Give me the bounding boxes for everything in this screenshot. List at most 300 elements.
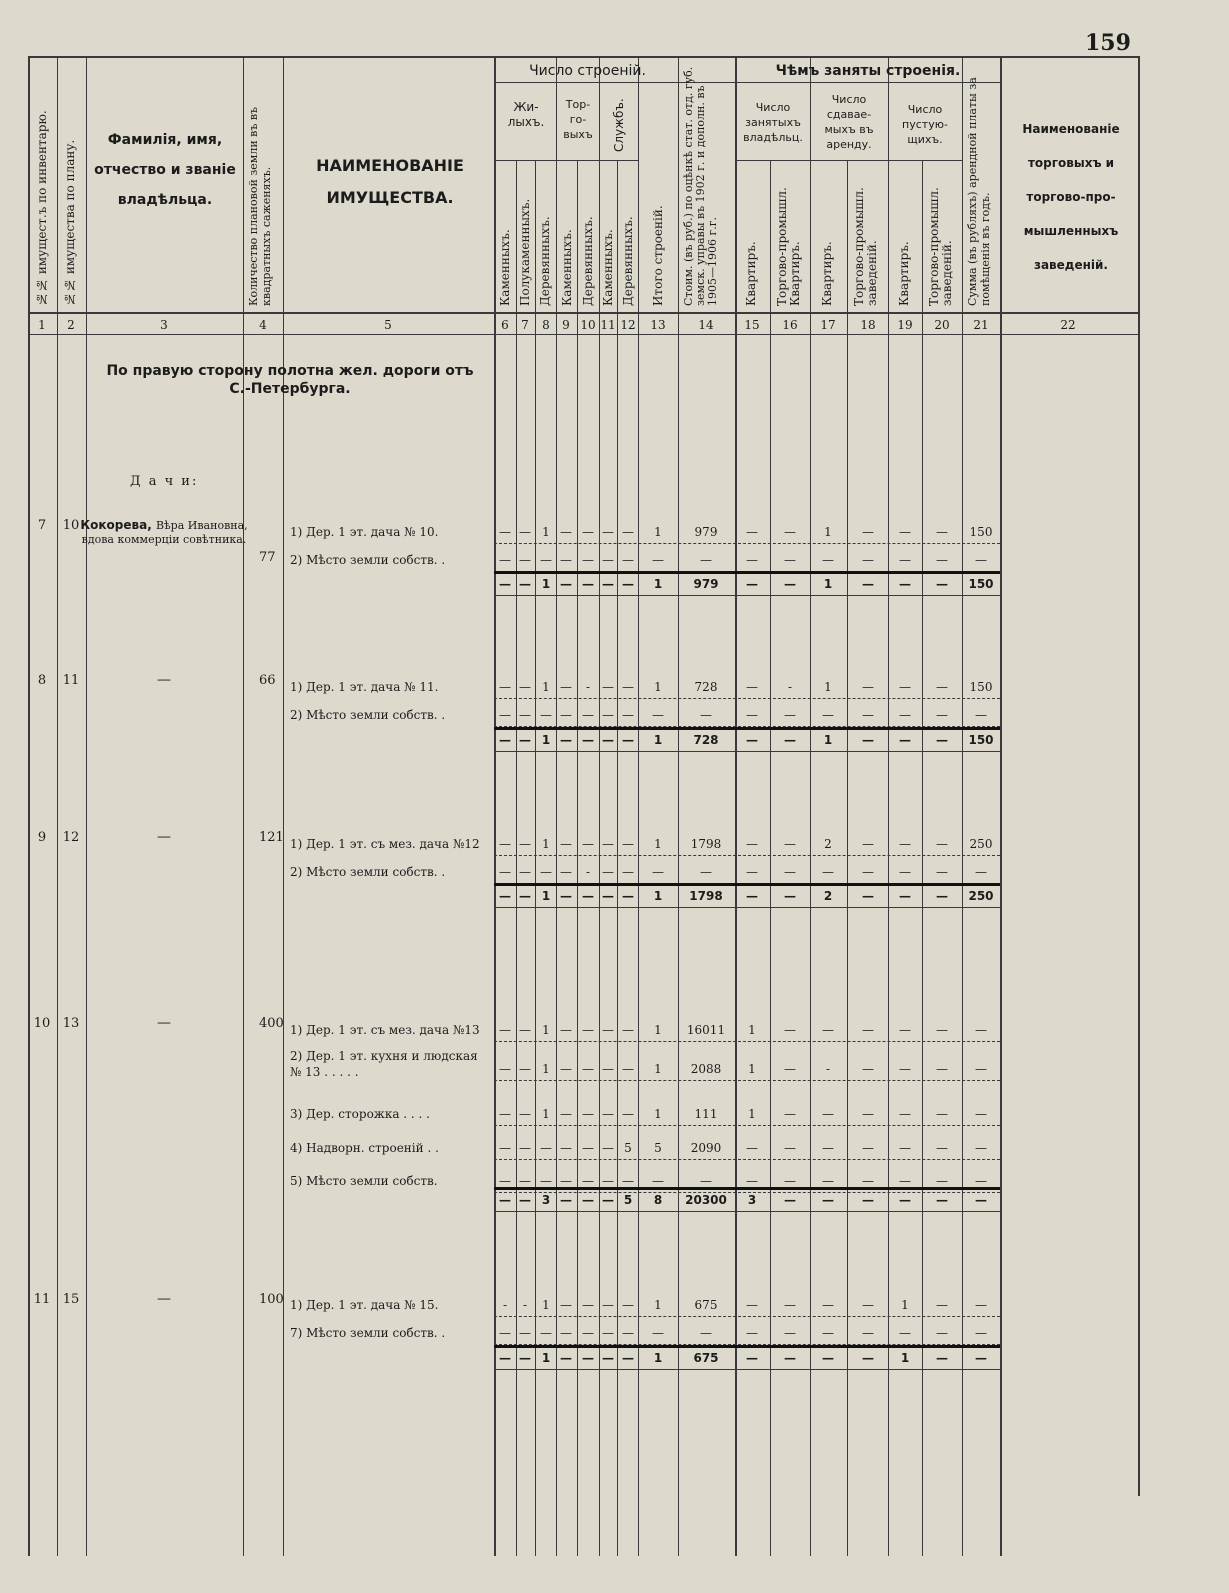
cell-col-15: — xyxy=(746,1174,758,1188)
cell-col-19: — xyxy=(899,553,911,567)
cell-col-17: — xyxy=(822,1326,834,1340)
cell-col-16: — xyxy=(784,1023,796,1037)
property-item: 2) Мѣсто земли собств. . xyxy=(290,708,446,722)
total-col-18: — xyxy=(862,1351,874,1365)
total-col-10: — xyxy=(582,1351,594,1365)
header-apartments-15: Квартиръ. xyxy=(744,241,758,306)
total-col-12: — xyxy=(622,733,634,747)
cell-col-16: — xyxy=(784,865,796,879)
cell-col-11: — xyxy=(602,865,614,879)
total-col-21: — xyxy=(975,1193,987,1207)
inv-number: 10 xyxy=(33,1016,51,1031)
cell-col-10: — xyxy=(582,1326,594,1340)
column-number-1: 1 xyxy=(38,318,46,332)
cell-col-16: — xyxy=(784,1298,796,1312)
cell-col-10: — xyxy=(582,525,594,539)
cell-col-11: — xyxy=(602,1298,614,1312)
cell-col-12: — xyxy=(622,865,634,879)
cell-col-10: — xyxy=(582,1062,594,1076)
total-col-7: — xyxy=(519,889,531,903)
cell-col-13: 1 xyxy=(654,837,662,851)
cell-col-18: — xyxy=(862,1141,874,1155)
total-col-8: 3 xyxy=(541,1193,551,1207)
total-col-11: — xyxy=(602,889,614,903)
cell-col-15: — xyxy=(746,1326,758,1340)
cell-col-16: — xyxy=(784,837,796,851)
cell-col-14: 111 xyxy=(694,1107,718,1121)
cell-col-18: — xyxy=(862,1326,874,1340)
column-number-2: 2 xyxy=(67,318,75,332)
cell-col-19: — xyxy=(899,680,911,694)
total-col-17: 1 xyxy=(823,577,833,591)
column-number-13: 13 xyxy=(650,318,666,332)
cell-col-20: — xyxy=(936,1023,948,1037)
cell-col-17: — xyxy=(822,1141,834,1155)
item-rule xyxy=(494,698,1000,699)
cell-col-9: — xyxy=(560,1023,572,1037)
cell-col-7: — xyxy=(519,525,531,539)
cell-col-15: — xyxy=(746,1141,758,1155)
table-left-rule xyxy=(28,56,30,1556)
cell-col-17: - xyxy=(825,1062,831,1076)
cell-col-7: — xyxy=(519,1174,531,1188)
land-area-value: 400 xyxy=(259,1016,284,1031)
cell-col-21: 250 xyxy=(969,837,993,851)
cell-col-14: — xyxy=(700,1174,712,1188)
total-col-6: — xyxy=(499,733,511,747)
cell-col-17: 2 xyxy=(824,837,832,851)
header-trading: Тор-го-выхъ xyxy=(563,98,593,141)
owner-name xyxy=(80,1292,248,1307)
total-col-11: — xyxy=(602,577,614,591)
header-stone: Каменныхъ. xyxy=(498,229,512,306)
total-col-15: — xyxy=(746,889,758,903)
cell-col-8: 1 xyxy=(542,680,550,694)
cell-col-17: 1 xyxy=(824,680,832,694)
cell-col-17: 1 xyxy=(824,525,832,539)
total-col-12: — xyxy=(622,1351,634,1365)
cell-col-18: — xyxy=(862,837,874,851)
cell-col-15: — xyxy=(746,525,758,539)
cell-col-12: — xyxy=(622,1174,634,1188)
header-trade-apts-16: Торгово-промышл. Квартиръ. xyxy=(775,187,802,306)
cell-col-20: — xyxy=(936,1174,948,1188)
cell-col-12: — xyxy=(622,525,634,539)
header-residential: Жи-лыхъ. xyxy=(507,100,545,129)
cell-col-14: 728 xyxy=(694,680,718,694)
cell-col-19: — xyxy=(899,1174,911,1188)
cell-col-12: — xyxy=(622,1107,634,1121)
table-right-rule xyxy=(1138,56,1140,1496)
cell-col-20: — xyxy=(936,525,948,539)
cell-col-7: — xyxy=(519,1141,531,1155)
total-col-18: — xyxy=(862,889,874,903)
total-col-11: — xyxy=(602,1351,614,1365)
total-col-11: — xyxy=(602,1193,614,1207)
header-apartments-19: Квартиръ. xyxy=(897,241,911,306)
cell-col-14: — xyxy=(700,708,712,722)
cell-col-9: — xyxy=(560,865,572,879)
cell-col-19: — xyxy=(899,837,911,851)
table-top-rule xyxy=(28,56,1138,58)
total-rule xyxy=(494,1345,1000,1348)
header-cost: Стоим. (въ руб.) по оцѣнкѣ стат. отд. губ. земск. управы въ 1902 г. и дополн. въ 1905—1906 г.г. xyxy=(682,66,719,306)
cell-col-13: — xyxy=(652,1326,664,1340)
item-rule xyxy=(494,1316,1000,1317)
cell-col-14: 2090 xyxy=(690,1141,722,1155)
cell-col-8: — xyxy=(540,553,552,567)
cell-col-17: — xyxy=(822,1107,834,1121)
total-col-16: — xyxy=(784,1193,796,1207)
owner-details: — xyxy=(157,829,171,845)
cell-col-13: 1 xyxy=(654,1023,662,1037)
column-number-19: 19 xyxy=(897,318,913,332)
cell-col-20: — xyxy=(936,837,948,851)
total-col-17: — xyxy=(822,1351,834,1365)
owner-details: — xyxy=(157,1291,171,1307)
total-col-6: — xyxy=(499,577,511,591)
total-col-14: 675 xyxy=(693,1351,719,1365)
total-col-11: — xyxy=(602,733,614,747)
total-col-12: 5 xyxy=(623,1193,633,1207)
cell-col-10: — xyxy=(582,1107,594,1121)
owner-name xyxy=(80,673,248,688)
property-item: 2) Мѣсто земли собств. . xyxy=(290,865,446,879)
cell-col-18: — xyxy=(862,525,874,539)
cell-col-8: — xyxy=(540,865,552,879)
header-trade-names: Наименованіе торговыхъ и торгово-про-мышленныхъ заведеній. xyxy=(1022,122,1120,272)
cell-col-16: — xyxy=(784,708,796,722)
header-service: Службъ. xyxy=(612,98,626,152)
cell-col-8: — xyxy=(540,1141,552,1155)
cell-col-12: — xyxy=(622,708,634,722)
cell-col-19: — xyxy=(899,865,911,879)
owner-name xyxy=(80,830,248,845)
property-item: 7) Мѣсто земли собств. . xyxy=(290,1326,446,1340)
total-col-8: 1 xyxy=(541,889,551,903)
owner-name xyxy=(80,1016,248,1031)
cell-col-15: — xyxy=(746,680,758,694)
cell-col-9: — xyxy=(560,1326,572,1340)
total-col-19: — xyxy=(899,733,911,747)
cell-col-14: — xyxy=(700,865,712,879)
cell-col-20: — xyxy=(936,553,948,567)
column-number-6: 6 xyxy=(501,318,509,332)
plan-number: 13 xyxy=(62,1016,80,1031)
cell-col-12: — xyxy=(622,1062,634,1076)
header-vacant: Число пустую-щихъ. xyxy=(902,103,948,146)
total-col-8: 1 xyxy=(541,577,551,591)
land-area-value: 121 xyxy=(259,830,284,845)
total-bottom-rule xyxy=(494,1369,1000,1370)
cell-col-17: — xyxy=(822,553,834,567)
total-col-15: — xyxy=(746,577,758,591)
cell-col-16: - xyxy=(787,680,793,694)
cell-col-7: — xyxy=(519,1023,531,1037)
total-col-8: 1 xyxy=(541,1351,551,1365)
total-col-19: — xyxy=(899,1193,911,1207)
item-rule xyxy=(494,1041,1000,1042)
cell-col-12: — xyxy=(622,837,634,851)
cell-col-11: — xyxy=(602,1326,614,1340)
header-wooden: Деревянныхъ. xyxy=(538,216,552,306)
section-title: По правую сторону полотна жел. дороги отъ С.-Петербурга. xyxy=(106,363,474,397)
total-col-9: — xyxy=(560,1193,572,1207)
cell-col-6: — xyxy=(499,1107,511,1121)
cell-col-8: — xyxy=(540,1174,552,1188)
cell-col-10: — xyxy=(582,708,594,722)
cell-col-6: — xyxy=(499,1023,511,1037)
total-col-13: 1 xyxy=(653,577,663,591)
cell-col-19: 1 xyxy=(901,1298,909,1312)
owner-details: — xyxy=(157,672,171,688)
owner-surname: Кокорева, xyxy=(80,518,156,532)
header-total-buildings: Итого строеній. xyxy=(651,205,665,306)
total-col-18: — xyxy=(862,733,874,747)
item-rule xyxy=(494,543,1000,544)
property-item: 2) Дер. 1 эт. кухня и людская № 13 . . . . . xyxy=(290,1049,478,1079)
total-col-9: — xyxy=(560,577,572,591)
total-col-21: 150 xyxy=(968,733,994,747)
total-col-16: — xyxy=(784,577,796,591)
cell-col-9: — xyxy=(560,680,572,694)
total-col-10: — xyxy=(582,1193,594,1207)
total-col-20: — xyxy=(936,1193,948,1207)
cell-col-7: — xyxy=(519,680,531,694)
cell-col-8: — xyxy=(540,1326,552,1340)
item-rule xyxy=(494,1080,1000,1081)
cell-col-6: — xyxy=(499,525,511,539)
column-number-18: 18 xyxy=(860,318,876,332)
total-col-19: — xyxy=(899,889,911,903)
cell-col-11: — xyxy=(602,837,614,851)
total-col-6: — xyxy=(499,1351,511,1365)
cell-col-13: 1 xyxy=(654,1062,662,1076)
total-col-15: — xyxy=(746,1351,758,1365)
cell-col-16: — xyxy=(784,553,796,567)
plan-number: 11 xyxy=(62,673,80,688)
cell-col-11: — xyxy=(602,1062,614,1076)
column-number-9: 9 xyxy=(562,318,570,332)
cell-col-16: — xyxy=(784,1107,796,1121)
cell-col-14: 16011 xyxy=(686,1023,726,1037)
item-rule xyxy=(494,1159,1000,1160)
property-item: 5) Мѣсто земли собств. xyxy=(290,1174,438,1188)
cell-col-17: — xyxy=(822,708,834,722)
total-col-9: — xyxy=(560,1351,572,1365)
total-col-7: — xyxy=(519,733,531,747)
cell-col-10: — xyxy=(582,1141,594,1155)
header-rent-sum: Сумма (въ рубляхъ) арендной платы за помѣщенія въ годъ. xyxy=(966,77,992,306)
cell-col-6: — xyxy=(499,1326,511,1340)
total-col-7: — xyxy=(519,1193,531,1207)
column-number-5: 5 xyxy=(384,318,392,332)
cell-col-21: — xyxy=(975,1298,987,1312)
total-col-20: — xyxy=(936,577,948,591)
cell-col-7: — xyxy=(519,1326,531,1340)
cell-col-14: 1798 xyxy=(690,837,722,851)
cell-col-12: — xyxy=(622,1326,634,1340)
header-buildings-count: Число строеній. xyxy=(529,63,646,79)
cell-col-17: — xyxy=(822,1298,834,1312)
total-col-16: — xyxy=(784,889,796,903)
total-col-15: 3 xyxy=(747,1193,757,1207)
header-trade-est-18: Торгово-промышл. заведеній. xyxy=(852,187,879,306)
cell-col-9: — xyxy=(560,525,572,539)
total-col-6: — xyxy=(499,889,511,903)
cell-col-7: — xyxy=(519,837,531,851)
cell-col-13: 5 xyxy=(654,1141,662,1155)
cell-col-7: — xyxy=(519,708,531,722)
header-leased: Число сдавае-мыхъ въ аренду. xyxy=(824,93,874,151)
cell-col-16: — xyxy=(784,1141,796,1155)
total-rule xyxy=(494,727,1000,730)
total-col-17: 1 xyxy=(823,733,833,747)
total-rule xyxy=(494,1187,1000,1190)
total-rule xyxy=(494,571,1000,574)
column-number-17: 17 xyxy=(820,318,836,332)
cell-col-13: 1 xyxy=(654,525,662,539)
column-number-8: 8 xyxy=(542,318,550,332)
cell-col-6: — xyxy=(499,1141,511,1155)
cell-col-9: — xyxy=(560,1141,572,1155)
cell-col-13: — xyxy=(652,708,664,722)
cell-col-9: — xyxy=(560,1298,572,1312)
cell-col-13: — xyxy=(652,553,664,567)
cell-col-10: — xyxy=(582,837,594,851)
cell-col-20: — xyxy=(936,865,948,879)
inv-number: 9 xyxy=(37,830,47,845)
header-owner: Фамилія, имя, отчество и званіе владѣльца. xyxy=(94,132,236,208)
cell-col-20: — xyxy=(936,1326,948,1340)
cell-col-11: — xyxy=(602,708,614,722)
column-number-21: 21 xyxy=(973,318,989,332)
cell-col-7: — xyxy=(519,1062,531,1076)
cell-col-15: 1 xyxy=(748,1107,756,1121)
cell-col-12: — xyxy=(622,1298,634,1312)
cell-col-18: — xyxy=(862,1023,874,1037)
header-trading-stone: Каменныхъ. xyxy=(560,229,574,306)
owner-name xyxy=(80,518,248,547)
total-col-6: — xyxy=(499,1193,511,1207)
cell-col-15: 1 xyxy=(748,1062,756,1076)
total-bottom-rule xyxy=(494,595,1000,596)
cell-col-10: — xyxy=(582,1174,594,1188)
cell-col-14: 2088 xyxy=(690,1062,722,1076)
total-col-18: — xyxy=(862,577,874,591)
total-col-9: — xyxy=(560,889,572,903)
column-number-22: 22 xyxy=(1060,318,1076,332)
column-number-10: 10 xyxy=(580,318,596,332)
total-bottom-rule xyxy=(494,907,1000,908)
plan-number: 10 xyxy=(62,518,80,533)
cell-col-13: 1 xyxy=(654,680,662,694)
cell-col-20: — xyxy=(936,1141,948,1155)
property-item: 2) Мѣсто земли собств. . xyxy=(290,553,446,567)
header-plan-no: №№ имущества по плану. xyxy=(63,139,77,306)
cell-col-19: — xyxy=(899,1326,911,1340)
column-number-11: 11 xyxy=(600,318,616,332)
header-trading-wooden: Деревянныхъ. xyxy=(581,216,595,306)
total-col-16: — xyxy=(784,1351,796,1365)
subsection-label: Д а ч и: xyxy=(130,474,199,489)
cell-col-6: — xyxy=(499,837,511,851)
cell-col-16: — xyxy=(784,525,796,539)
header-service-stone: Каменныхъ. xyxy=(601,229,615,306)
header-property-name: НАИМЕНОВАНІЕ ИМУЩЕСТВА. xyxy=(316,156,464,207)
cell-col-13: 1 xyxy=(654,1107,662,1121)
column-number-7: 7 xyxy=(521,318,529,332)
cell-col-11: — xyxy=(602,1107,614,1121)
cell-col-11: — xyxy=(602,1174,614,1188)
cell-col-13: — xyxy=(652,865,664,879)
column-number-14: 14 xyxy=(698,318,714,332)
cell-col-19: — xyxy=(899,1062,911,1076)
property-item: 1) Дер. 1 эт. съ мез. дача №13 xyxy=(290,1023,480,1037)
property-item: 4) Надворн. строеній . . xyxy=(290,1141,439,1155)
header-semistone: Полукаменныхъ. xyxy=(518,198,532,306)
cell-col-8: 1 xyxy=(542,525,550,539)
column-number-20: 20 xyxy=(934,318,950,332)
total-col-13: 8 xyxy=(653,1193,663,1207)
total-col-10: — xyxy=(582,733,594,747)
cell-col-8: 1 xyxy=(542,1107,550,1121)
cell-col-14: 675 xyxy=(694,1298,718,1312)
cell-col-7: — xyxy=(519,553,531,567)
total-col-10: — xyxy=(582,889,594,903)
cell-col-21: — xyxy=(975,1174,987,1188)
cell-col-20: — xyxy=(936,1062,948,1076)
cell-col-6: — xyxy=(499,553,511,567)
total-col-20: — xyxy=(936,889,948,903)
total-col-14: 20300 xyxy=(685,1193,727,1207)
header-trade-est-20: Торгово-промышл. заведеній. xyxy=(927,187,954,306)
header-owner-occupied: Число занятыхъ владѣльц. xyxy=(743,101,803,144)
cell-col-20: — xyxy=(936,1107,948,1121)
cell-col-7: — xyxy=(519,1107,531,1121)
column-number-3: 3 xyxy=(160,318,168,332)
cell-col-9: — xyxy=(560,1174,572,1188)
cell-col-14: — xyxy=(700,1326,712,1340)
cell-col-19: — xyxy=(899,708,911,722)
cell-col-15: — xyxy=(746,837,758,851)
header-apartments-17: Квартиръ. xyxy=(820,241,834,306)
cell-col-13: 1 xyxy=(654,1298,662,1312)
cell-col-15: 1 xyxy=(748,1023,756,1037)
cell-col-10: - xyxy=(585,680,591,694)
cell-col-20: — xyxy=(936,708,948,722)
cell-col-6: — xyxy=(499,680,511,694)
cell-col-11: — xyxy=(602,553,614,567)
total-col-12: — xyxy=(622,889,634,903)
cell-col-12: 5 xyxy=(624,1141,632,1155)
cell-col-11: — xyxy=(602,680,614,694)
cell-col-20: — xyxy=(936,1298,948,1312)
total-col-21: 250 xyxy=(968,889,994,903)
cell-col-15: — xyxy=(746,1298,758,1312)
header-service-wooden: Деревянныхъ. xyxy=(621,216,635,306)
cell-col-18: — xyxy=(862,1107,874,1121)
cell-col-17: — xyxy=(822,1174,834,1188)
inv-number: 8 xyxy=(37,673,47,688)
cell-col-21: — xyxy=(975,553,987,567)
cell-col-17: — xyxy=(822,1023,834,1037)
total-col-20: — xyxy=(936,733,948,747)
cell-col-7: - xyxy=(522,1298,528,1312)
header-inv-no: №№ имущест.ъ по инвентарю. xyxy=(35,110,49,306)
total-col-15: — xyxy=(746,733,758,747)
land-area-value: 77 xyxy=(259,550,276,565)
